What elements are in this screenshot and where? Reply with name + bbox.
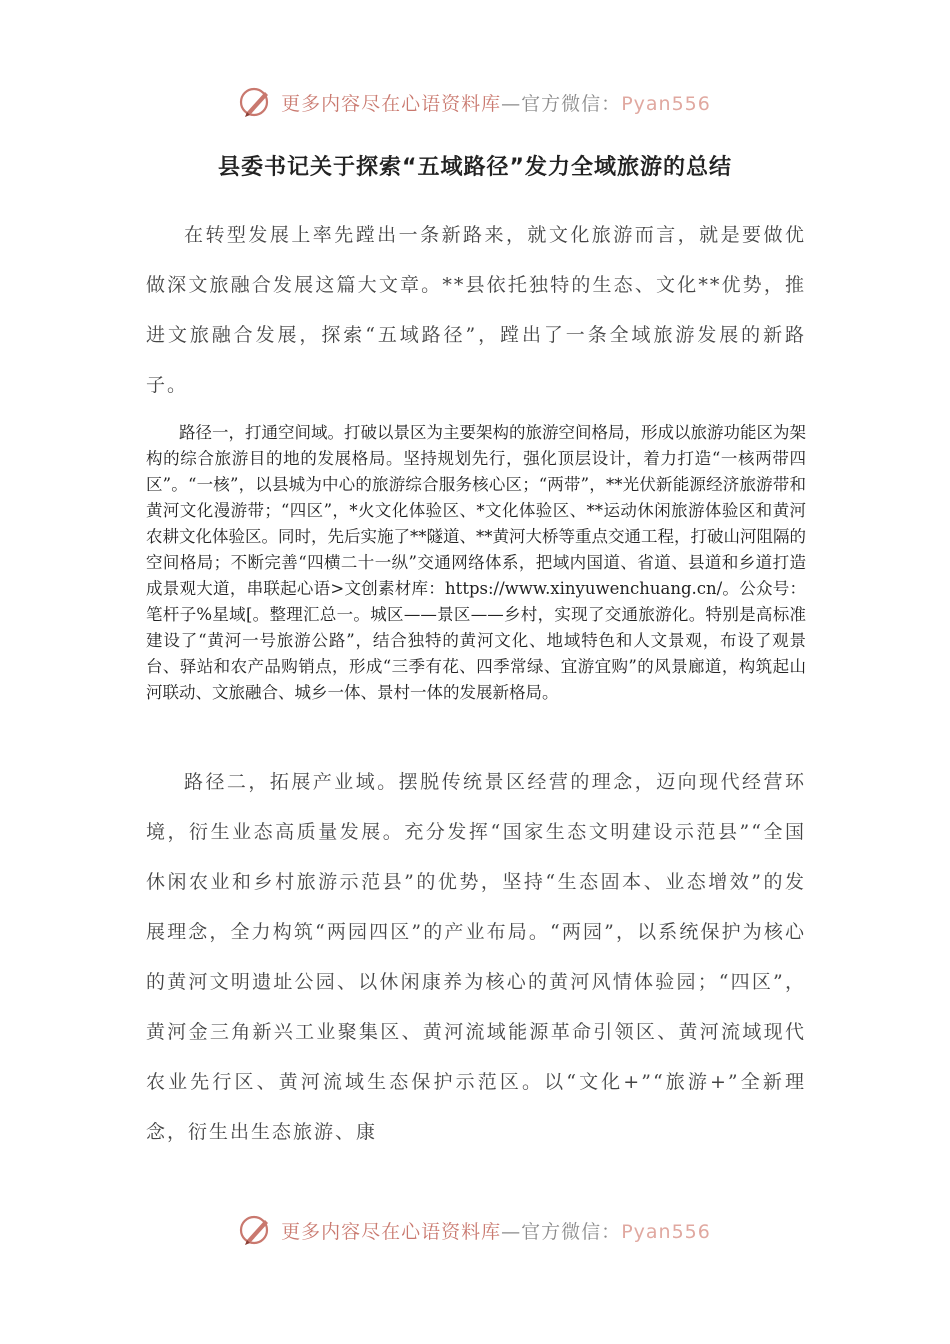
document-title: 县委书记关于探索“五域路径”发力全域旅游的总结: [218, 155, 732, 180]
header-watermark-banner: [0, 82, 950, 122]
banner-official-text: —官方微信：: [501, 1220, 622, 1243]
banner-official-text: —官方微信：: [501, 92, 622, 115]
footer-watermark-banner: [0, 1210, 950, 1250]
banner-wechat-id: Pyan556: [621, 92, 711, 115]
paragraph-intro: 在转型发展上率先蹚出一条新路来，就文化旅游而言，就是要做优做深文旅融合发展这篇大文章。**县依托独特的生态、文化**优势，推进文旅融合发展，探索“五域路径”，蹚出了一条全域旅游发展的新路子。: [146, 224, 806, 396]
banner-brand-text: 更多内容尽在心语资料库: [281, 1220, 502, 1243]
banner-wechat-id: Pyan556: [621, 1220, 711, 1243]
banner-text: [281, 89, 711, 116]
pen-logo-icon: [239, 85, 273, 119]
pen-logo-icon: [239, 1213, 273, 1247]
paragraph-path-two: 路径二，拓展产业域。摆脱传统景区经营的理念，迈向现代经营环境，衍生业态高质量发展。充分发挥“国家生态文明建设示范县”“全国休闲农业和乡村旅游示范县”的优势，坚持“生态固本、业态增效”的发展理念，全力构筑“两园四区”的产业布局。“两园”，以系统保护为核心的黄河文明遗址公园、以休闲康养为核心的黄河风情体验园；“四区”，黄河金三角新兴工业聚集区、黄河流域能源革命引领区、黄河流域现代农业先行区、黄河流域生态保护示范区。以“文化+”“旅游+”全新理念，衍生出生态旅游、康: [146, 771, 806, 1143]
paragraph-path-one: 路径一，打通空间域。打破以景区为主要架构的旅游空间格局，形成以旅游功能区为架构的综合旅游目的地的发展格局。坚持规划先行，强化顶层设计，着力打造“一核两带四区”。“一核”，以县城为中心的旅游综合服务核心区；“两带”，**光伏新能源经济旅游带和黄河文化漫游带；“四区”，*火文化体验区、*文化体验区、**运动休闲旅游体验区和黄河农耕文化体验区。同时，先后实施了**隧道、**黄河大桥等重点交通工程，打破山河阻隔的空间格局；不断完善“四横二十一纵”交通网络体系，把域内国道、省道、县道和乡道打造成景观大道，串联起心语>文创素材库：https://www.xinyuwenchuang.cn/。公众号：笔杆子%星域[。整理汇总一。城区——景区——乡村，实现了交通旅游化。特别是高标准建设了“黄河一号旅游公路”，结合独特的黄河文化、地域特色和人文景观，布设了观景台、驿站和农产品购销点，形成“三季有花、四季常绿、宜游宜购”的风景廊道，构筑起山河联动、文旅融合、城乡一体、景村一体的发展新格局。: [146, 423, 806, 702]
banner-text: [281, 1217, 711, 1244]
banner-brand-text: 更多内容尽在心语资料库: [281, 92, 502, 115]
